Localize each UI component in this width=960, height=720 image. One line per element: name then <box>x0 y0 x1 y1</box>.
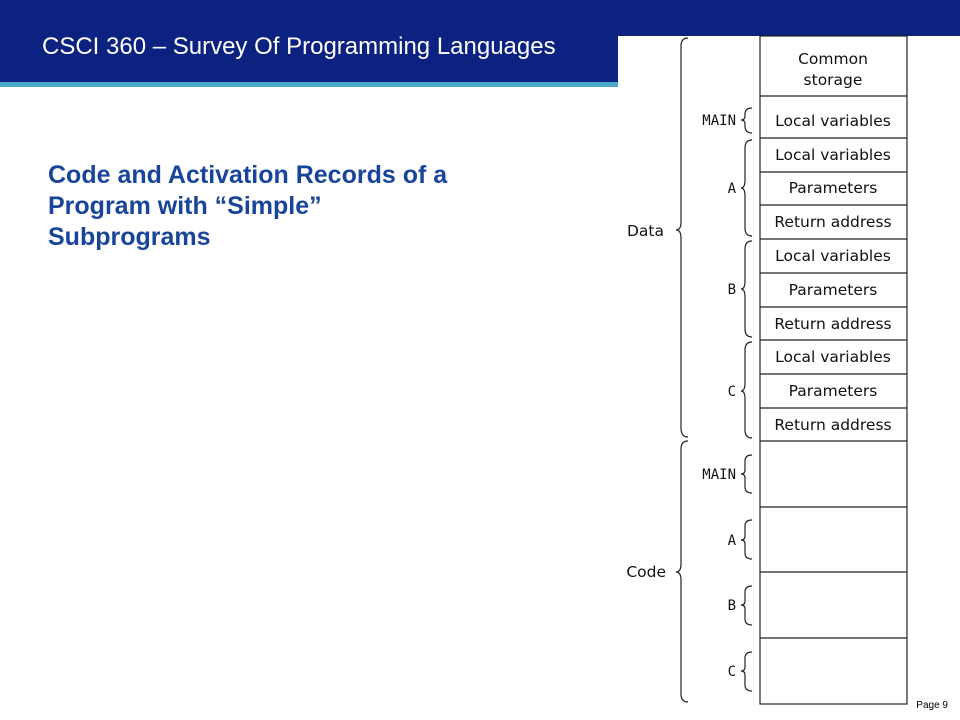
c-local-variables-cell: Local variables <box>775 348 891 366</box>
b-data-brace <box>741 241 752 337</box>
a-code-label: A <box>727 533 736 549</box>
heading-line-3: Subprograms <box>48 223 211 251</box>
a-parameters-cell: Parameters <box>788 179 878 197</box>
unit-braces <box>741 108 752 691</box>
c-data-brace <box>741 342 752 438</box>
heading-line-2: Program with “Simple” <box>48 192 322 220</box>
b-code-label: B <box>727 598 736 614</box>
c-parameters-cell: Parameters <box>788 382 878 400</box>
main-code-brace <box>741 455 752 493</box>
main-data-brace <box>741 108 752 133</box>
main-data-label: MAIN <box>702 113 736 129</box>
common-storage-line-2: storage <box>803 71 863 89</box>
data-section-label: Data <box>626 222 664 240</box>
section-braces <box>676 38 688 702</box>
b-local-variables-cell: Local variables <box>775 247 891 265</box>
c-return-address-cell: Return address <box>774 416 892 434</box>
a-local-variables-cell: Local variables <box>775 146 891 164</box>
a-data-label: A <box>727 181 736 197</box>
b-parameters-cell: Parameters <box>788 281 878 299</box>
b-code-brace <box>741 586 752 625</box>
code-brace <box>676 441 688 702</box>
heading-line-1: Code and Activation Records of a <box>48 161 448 189</box>
c-code-label: C <box>727 664 736 680</box>
course-title: CSCI 360 – Survey Of Programming Languages <box>42 33 556 60</box>
c-code-brace <box>741 652 752 691</box>
data-brace <box>676 38 688 437</box>
b-data-label: B <box>727 282 736 298</box>
a-return-address-cell: Return address <box>774 213 892 231</box>
c-data-label: C <box>727 384 736 400</box>
common-storage-line-1: Common <box>798 50 868 68</box>
main-local-variables-cell: Local variables <box>775 112 891 130</box>
b-return-address-cell: Return address <box>774 315 892 333</box>
code-section-label: Code <box>626 563 666 581</box>
cell-dividers <box>760 96 907 638</box>
a-data-brace <box>741 140 752 236</box>
main-code-label: MAIN <box>702 467 736 483</box>
a-code-brace <box>741 520 752 559</box>
page-number: Page 9 <box>916 700 948 711</box>
memory-column <box>760 36 907 704</box>
